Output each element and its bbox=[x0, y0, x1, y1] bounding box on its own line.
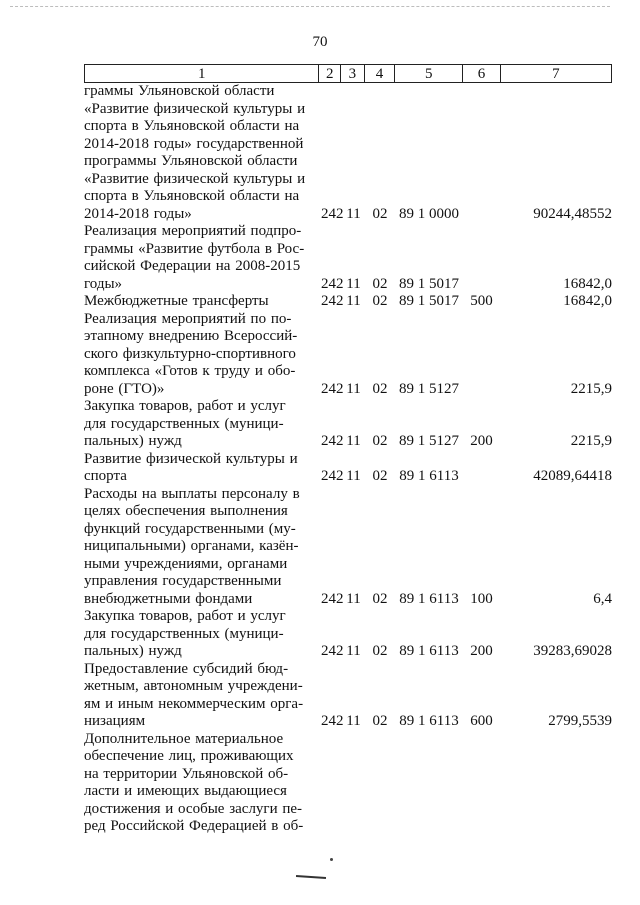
description-line: Реализация мероприятий по по- bbox=[84, 310, 292, 327]
description-line: Межбюджетные трансферты bbox=[84, 293, 269, 309]
code-rz-cell: 242 bbox=[321, 713, 344, 729]
description-line: сийской Федерации на 2008-2015 bbox=[84, 258, 301, 274]
code-target-cell: 89 1 6113 bbox=[399, 468, 459, 484]
description-line: программы Ульяновской области bbox=[84, 153, 298, 169]
code-pr-cell: 11 bbox=[346, 293, 361, 309]
description-line: ными учреждениями, органами bbox=[84, 555, 288, 572]
description-line: для государственных (муници- bbox=[84, 415, 284, 432]
table-body bbox=[84, 83, 612, 836]
code-sub-cell: 02 bbox=[372, 468, 388, 484]
header-col-2: 2 bbox=[319, 65, 341, 82]
description-line: низациям bbox=[84, 713, 146, 729]
scan-mark bbox=[296, 875, 326, 879]
description-line: годы» bbox=[84, 275, 123, 292]
description-line: Закупка товаров, работ и услуг bbox=[84, 608, 286, 624]
budget-table bbox=[84, 64, 612, 836]
code-target-cell: 89 1 6113 bbox=[399, 713, 459, 729]
header-col-1: 1 bbox=[85, 65, 319, 82]
row-description bbox=[84, 661, 321, 731]
code-rz-cell: 242 bbox=[321, 468, 344, 484]
code-rz-cell: 242 bbox=[321, 433, 344, 449]
row-description bbox=[84, 398, 321, 451]
description-line: обеспечение лиц, проживающих bbox=[84, 748, 294, 764]
description-line: Расходы на выплаты персоналу в bbox=[84, 485, 300, 502]
description-line: роне (ГТО)» bbox=[84, 380, 165, 397]
row-description bbox=[84, 451, 321, 486]
header-col-4: 4 bbox=[365, 65, 396, 82]
description-line: внебюджетными фондами bbox=[84, 590, 253, 607]
description-line: «Развитие физической культуры и bbox=[84, 170, 306, 187]
code-type-cell: 100 bbox=[470, 590, 493, 607]
code-target-cell: 89 1 5017 bbox=[399, 275, 459, 292]
description-line: комплекса «Готов к труду и обо- bbox=[84, 363, 296, 379]
description-line: граммы «Развитие футбола в Рос- bbox=[84, 240, 305, 257]
description-line: ласти и имеющих выдающиеся bbox=[84, 783, 287, 799]
table-row bbox=[84, 451, 612, 486]
row-description bbox=[84, 223, 321, 293]
description-line: Закупка товаров, работ и услуг bbox=[84, 398, 286, 414]
code-target-cell: 89 1 6113 bbox=[399, 643, 459, 659]
description-line: спорта в Ульяновской области на bbox=[84, 118, 300, 134]
row-description bbox=[84, 731, 321, 836]
row-description bbox=[84, 608, 321, 661]
code-pr-cell: 11 bbox=[346, 380, 361, 397]
description-line: жетным, автономным учреждени- bbox=[84, 678, 303, 694]
header-col-7: 7 bbox=[552, 66, 560, 82]
code-pr-cell: 11 bbox=[346, 205, 361, 222]
amount-cell: 39283,69028 bbox=[533, 643, 612, 659]
description-line: спорта в Ульяновской области на bbox=[84, 188, 300, 204]
table-row bbox=[84, 83, 612, 223]
header-col-5: 5 bbox=[395, 65, 463, 82]
code-rz-cell: 242 bbox=[321, 275, 344, 292]
amount-cell: 2215,9 bbox=[570, 433, 612, 449]
page-number: 70 bbox=[312, 34, 328, 50]
description-line: 2014-2018 годы» государственной bbox=[84, 135, 304, 152]
scan-edge-mark bbox=[10, 6, 610, 7]
code-pr-cell: 11 bbox=[346, 433, 361, 449]
code-rz-cell: 242 bbox=[321, 205, 344, 222]
table-row bbox=[84, 293, 612, 311]
code-type-cell: 600 bbox=[470, 713, 493, 729]
code-sub-cell: 02 bbox=[372, 713, 388, 729]
table-row bbox=[84, 661, 612, 731]
code-target-cell: 89 1 5017 bbox=[399, 293, 459, 309]
scan-speck bbox=[330, 858, 333, 861]
description-line: Предоставление субсидий бюд- bbox=[84, 660, 289, 677]
table-row bbox=[84, 486, 612, 609]
amount-cell: 42089,64418 bbox=[533, 468, 612, 484]
code-pr-cell: 11 bbox=[346, 713, 361, 729]
table-row bbox=[84, 731, 612, 836]
row-description bbox=[84, 293, 321, 311]
code-rz-cell: 242 bbox=[321, 590, 344, 607]
amount-cell: 16842,0 bbox=[563, 275, 612, 292]
description-line: функций государственными (му- bbox=[84, 520, 296, 537]
code-sub-cell: 02 bbox=[372, 293, 388, 309]
code-type-cell: 200 bbox=[470, 433, 493, 449]
code-sub-cell: 02 bbox=[372, 590, 388, 607]
table-row bbox=[84, 398, 612, 451]
description-line: граммы Ульяновской области bbox=[84, 83, 275, 99]
header-col-6: 6 bbox=[463, 65, 500, 82]
description-line: ред Российской Федерацией в об- bbox=[84, 818, 304, 834]
description-line: ниципальными) органами, казён- bbox=[84, 538, 299, 554]
row-description bbox=[84, 486, 321, 609]
row-description bbox=[84, 311, 321, 399]
code-sub-cell: 02 bbox=[372, 205, 388, 222]
code-type-cell: 200 bbox=[470, 643, 493, 659]
description-line: Дополнительное материальное bbox=[84, 730, 284, 747]
code-rz-cell: 242 bbox=[321, 643, 344, 659]
description-line: 2014-2018 годы» bbox=[84, 205, 192, 222]
code-type-cell: 500 bbox=[470, 293, 493, 309]
code-rz-cell: 242 bbox=[321, 293, 344, 309]
description-line: Развитие физической культуры и bbox=[84, 450, 298, 467]
description-line: достижения и особые заслуги пе- bbox=[84, 800, 303, 817]
amount-cell: 2215,9 bbox=[570, 380, 612, 397]
amount-cell: 90244,48552 bbox=[533, 205, 612, 222]
description-line: этапному внедрению Всероссий- bbox=[84, 328, 298, 344]
code-pr-cell: 11 bbox=[346, 590, 361, 607]
code-sub-cell: 02 bbox=[372, 433, 388, 449]
description-line: пальных) нужд bbox=[84, 643, 182, 659]
description-line: пальных) нужд bbox=[84, 433, 182, 449]
description-line: «Развитие физической культуры и bbox=[84, 100, 306, 117]
description-line: управления государственными bbox=[84, 573, 282, 589]
description-line: для государственных (муници- bbox=[84, 625, 284, 642]
code-target-cell: 89 1 5127 bbox=[399, 433, 459, 449]
code-sub-cell: 02 bbox=[372, 275, 388, 292]
code-target-cell: 89 1 0000 bbox=[399, 205, 459, 222]
code-sub-cell: 02 bbox=[372, 380, 388, 397]
code-target-cell: 89 1 6113 bbox=[399, 590, 459, 607]
table-row bbox=[84, 608, 612, 661]
code-pr-cell: 11 bbox=[346, 643, 361, 659]
table-row bbox=[84, 311, 612, 399]
amount-cell: 16842,0 bbox=[563, 293, 612, 309]
description-line: ям и иным некоммерческим орга- bbox=[84, 695, 304, 712]
description-line: ского физкультурно-спортивного bbox=[84, 345, 296, 362]
header-col-3: 3 bbox=[341, 65, 365, 82]
table-header-row bbox=[84, 64, 612, 83]
amount-cell: 6,4 bbox=[593, 590, 612, 607]
code-target-cell: 89 1 5127 bbox=[399, 380, 459, 397]
description-line: целях обеспечения выполнения bbox=[84, 503, 288, 519]
code-rz-cell: 242 bbox=[321, 380, 344, 397]
code-pr-cell: 11 bbox=[346, 275, 361, 292]
table-row bbox=[84, 223, 612, 293]
description-line: спорта bbox=[84, 468, 127, 484]
row-description bbox=[84, 83, 321, 223]
description-line: Реализация мероприятий подпро- bbox=[84, 223, 302, 239]
code-pr-cell: 11 bbox=[346, 468, 361, 484]
amount-cell: 2799,5539 bbox=[548, 713, 612, 729]
code-sub-cell: 02 bbox=[372, 643, 388, 659]
description-line: на территории Ульяновской об- bbox=[84, 765, 289, 782]
